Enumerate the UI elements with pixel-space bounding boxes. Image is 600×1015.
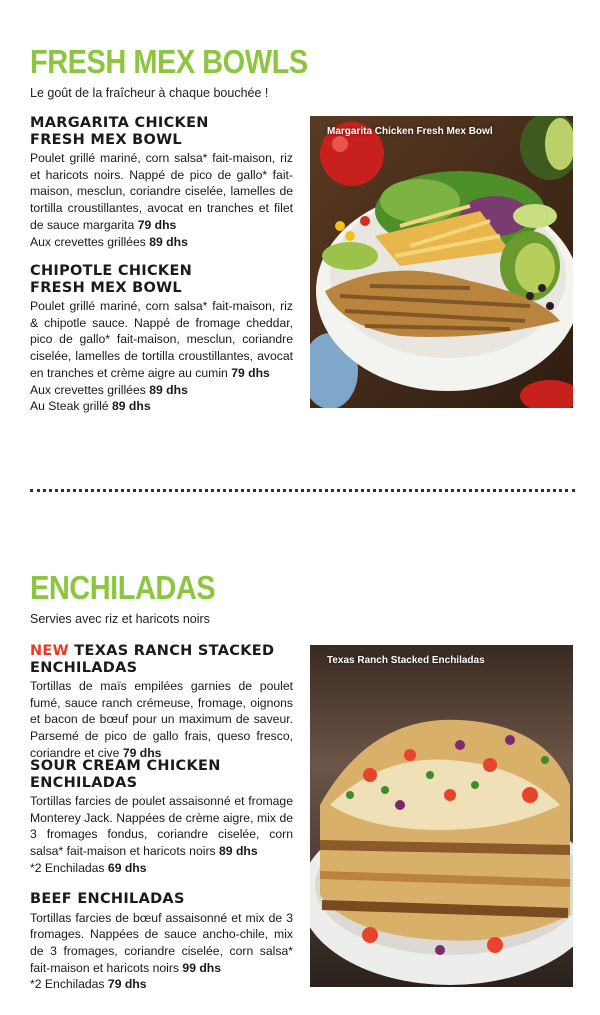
item-title [30,891,293,908]
item-name-line2: FRESH MEX BOWL [30,131,182,148]
item-name-line2: ENCHILADAS [30,774,138,791]
item-price: 99 dhs [182,960,222,975]
menu-item-sour-cream [30,758,293,877]
enchiladas-illustration [310,645,573,987]
section-subtitle-bowls: Le goût de la fraîcheur à chaque bouchée ! [30,86,269,100]
item-price: 79 dhs [137,217,177,232]
item-description: Tortillas farcies de bœuf assaisonné et mix de 3 fromages. Nappées de sauce ancho-chile, mix de 3 fromages, coriandre ciselée, corn salsa* fait-maison et haricots noirs 99 dhs [30,910,293,975]
bowl-illustration [310,116,573,408]
item-name-line2: FRESH MEX BOWL [30,279,182,296]
photo-caption: Margarita Chicken Fresh Mex Bowl [327,126,493,137]
item-extra: *2 Enchiladas 79 dhs [30,977,147,992]
item-extra: Au Steak grillé 89 dhs [30,399,151,414]
photo-margarita-bowl [310,116,573,408]
section-title-enchiladas: ENCHILADAS [30,570,216,607]
section-subtitle-enchiladas: Servies avec riz et haricots noirs [30,612,210,626]
item-description: Poulet grillé mariné, corn salsa* fait-maison, riz & chipotle sauce. Nappé de fromage cheddar, pico de gallo* fait-maison, mesclun, coriandre ciselée, lamelles de tortilla croustillantes, avocat en tranches et crème aigre au cumin 79 dhs [30,299,293,380]
item-extra-price: 89 dhs [149,234,188,249]
item-title [30,758,293,791]
item-name-line1: CHIPOTLE CHICKEN [30,263,193,279]
item-name-line1: BEEF ENCHILADAS [30,891,185,907]
item-price: 79 dhs [122,745,162,760]
item-title [30,263,293,296]
item-price: 89 dhs [219,844,258,859]
section-title-bowls: FRESH MEX BOWLS [30,44,308,81]
photo-texas-ranch [310,645,573,987]
item-extra-price: 69 dhs [107,860,147,875]
item-price: 79 dhs [231,365,270,380]
item-name-line1: TEXAS RANCH STACKED [74,643,275,659]
menu-item-chipotle-bowl [30,263,293,415]
menu-item-beef [30,891,293,993]
new-badge: NEW [30,643,69,659]
item-extra: *2 Enchiladas 69 dhs [30,860,147,875]
item-name-line2: ENCHILADAS [30,659,138,676]
item-description: Poulet grillé mariné, corn salsa* fait-maison, riz et haricots noirs. Nappé de pico de gallo* fait-maison, mesclun, coriandre ciselée, lamelles de tortilla croustillantes, avocat en tranches et filet de sauce margarita 79 dhs [30,151,293,232]
item-description: Tortillas farcies de poulet assaisonné et fromage Monterey Jack. Nappées de crème aigre, mix de 3 fromages fondus, coriandre ciselée, corn salsa* fait-maison et haricots noirs 89 dhs [30,794,293,859]
item-description: Tortillas de maïs empilées garnies de poulet fumé, sauce ranch crémeuse, fromage, oignons et bacon de bœuf pour un maximum de saveur. Parsemé de pico de gallo frais, queso fresco, coriandre et cive 79 dhs [30,679,293,760]
menu-item-texas-ranch [30,643,293,762]
item-extra-price: 79 dhs [107,977,147,992]
photo-caption: Texas Ranch Stacked Enchiladas [327,655,485,666]
item-title [30,115,293,148]
section-divider [30,489,575,492]
item-extra-price: 89 dhs [111,399,151,414]
item-name-line1: SOUR CREAM CHICKEN [30,758,221,774]
item-extra: Aux crevettes grillées 89 dhs [30,234,188,249]
menu-item-margarita-bowl [30,115,293,250]
item-title [30,643,293,676]
item-name-line1: MARGARITA CHICKEN [30,115,209,131]
item-extra-price: 89 dhs [149,382,188,397]
item-extra: Aux crevettes grillées 89 dhs [30,382,188,397]
